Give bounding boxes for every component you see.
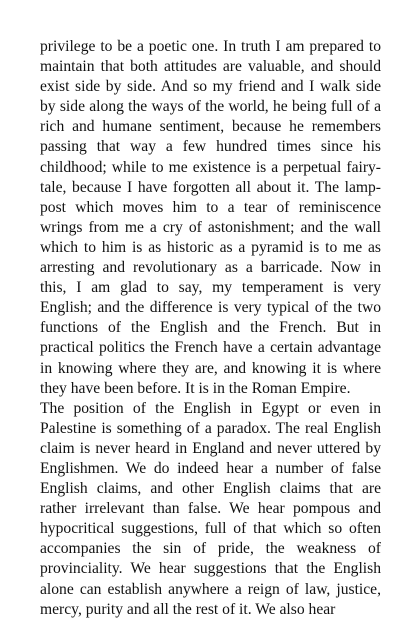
paragraph-2: The position of the English in Egypt or even in Palestine is something of a paradox. The real English claim is never heard in England and never uttered by Englishmen. We do indeed hear a number of false English claims, and other English claims that are rather irrelevant than false. We hear pompous and hypocritical suggestions, full of that which so often accompanies the sin of pride, the weakness of provinciality. We hear suggestions that the English alone can establish anywhere a reign of law, justice, mercy, purity and all the rest of it. We also hear xyxy=(40,399,381,618)
document-page xyxy=(40,37,381,620)
paragraph-1: privilege to be a poetic one. In truth I am prepared to maintain that both attitudes are valuable, and should exist side by side. And so my friend and I walk side by side along the ways of the world, he being full of a rich and humane sentiment, because he remembers passing that way a few hundred times since his childhood; while to me existence is a perpetual fairy-tale, because I have forgotten all about it. The lamp-post which moves him to a tear of reminiscence wrings from me a cry of astonishment; and the wall which to him is as historic as a pyramid is to me as arresting and revolutionary as a barricade. Now in this, I am glad to say, my temperament is very English; and the difference is very typical of the two functions of the English and the French. But in practical politics the French have a certain advantage in knowing where they are, and knowing it is where they have been before. It is in the Roman Empire. xyxy=(40,38,381,397)
